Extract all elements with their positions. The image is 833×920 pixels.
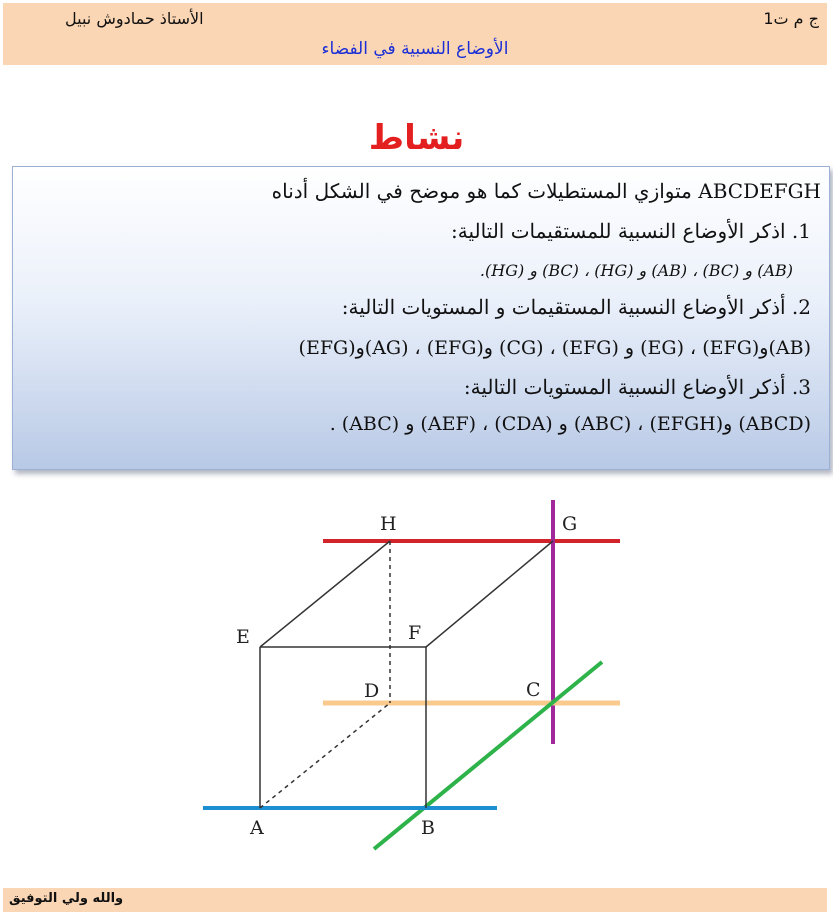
- teacher-name: الأستاذ حمادوش نبيل: [65, 9, 204, 28]
- label-C: C: [526, 679, 541, 701]
- label-H: H: [380, 513, 397, 535]
- edge-EH: [260, 541, 390, 647]
- label-F: F: [408, 622, 422, 644]
- question-2: 2. أذكر الأوضاع النسبية المستقيمات و المستويات التالية:: [341, 295, 811, 319]
- cuboid-edges: [260, 541, 553, 808]
- question-2-items: (AB)و(EFG) ، (EG) و (EFG) ، (CG) و(EFG) ، (AG)و(EFG): [298, 337, 811, 359]
- label-G: G: [562, 513, 578, 535]
- question-1-items: (AB) و (BC) ، (AB) و (HG) ، (BC) و (HG).: [479, 261, 793, 280]
- label-E: E: [236, 626, 250, 648]
- class-level: 1ج م ت: [763, 9, 819, 28]
- edge-FG: [426, 541, 553, 647]
- label-B: B: [421, 817, 435, 839]
- activity-title: نشاط: [368, 118, 465, 158]
- footer-bar: [3, 888, 827, 912]
- footer-text: والله ولي التوفيق: [9, 891, 124, 906]
- activity-intro: ABCDEFGH متوازي المستطيلات كما هو موضح في الشكل أدناه: [271, 179, 821, 203]
- edge-AD: [260, 703, 390, 808]
- question-3: 3. أذكر الأوضاع النسبية المستويات التالية:: [463, 375, 811, 399]
- label-D: D: [364, 680, 380, 702]
- question-3-items: (ABCD) و(EFGH) ، (ABC) و (CDA) ، (AEF) و (ABC) .: [329, 413, 811, 435]
- label-A: A: [250, 817, 264, 839]
- lesson-subject: الأوضاع النسبية في الفضاء: [321, 39, 509, 59]
- line-BC: [374, 662, 602, 849]
- question-1: 1. اذكر الأوضاع النسبية للمستقيمات التالية:: [450, 219, 811, 243]
